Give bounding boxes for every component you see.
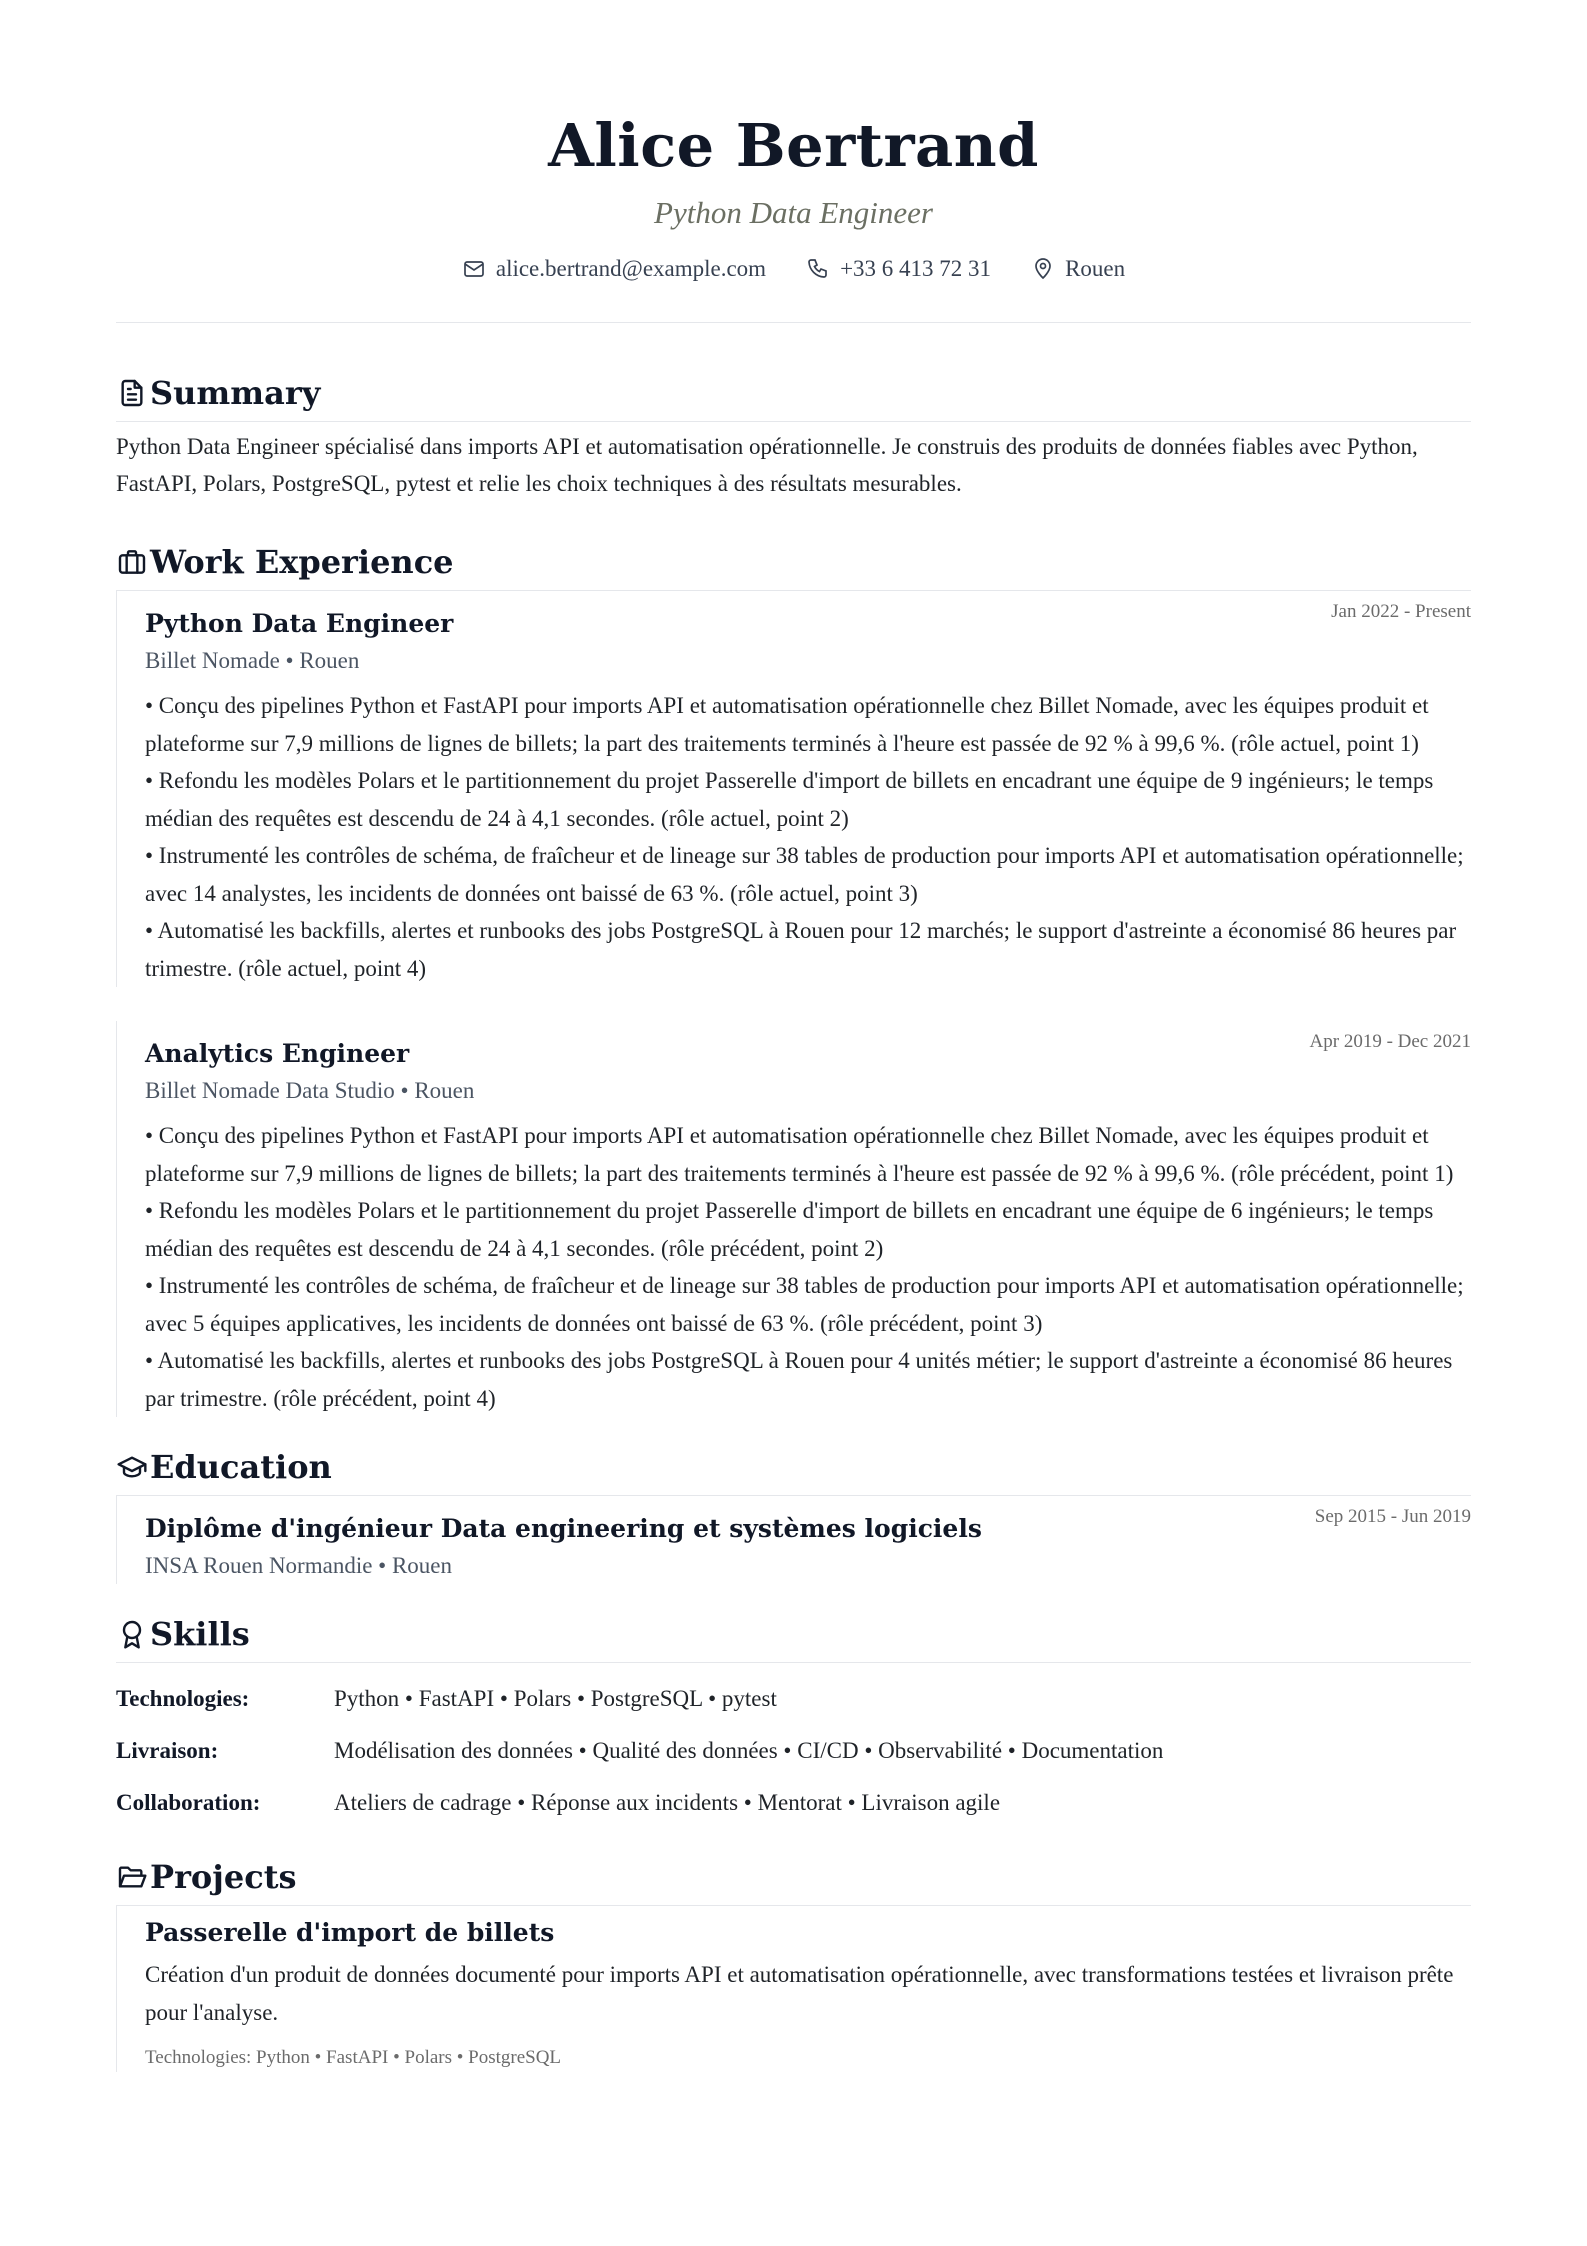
project-entry xyxy=(116,1906,1471,2072)
job-bullet: • Refondu les modèles Polars et le partitionnement du projet Passerelle d'import de billets en encadrant une équipe de 6 ingénieurs; le temps médian des requêtes est descendu de 24 à 4,1 secondes. (rôle précédent, point 2) xyxy=(145,1198,1434,1261)
degree-title: Diplôme d'ingénieur Data engineering et systèmes logiciels xyxy=(145,1514,982,1543)
school-name: INSA Rouen Normandie • Rouen xyxy=(145,1553,453,1578)
job-bullet: • Conçu des pipelines Python et FastAPI pour imports API et automatisation opérationnelle chez Billet Nomade, avec les équipes produit et plateforme sur 7,9 millions de lignes de billets; la part des traitements terminés à l'heure est passée de 92 % à 99,6 %. (rôle actuel, point 1) xyxy=(145,693,1429,756)
skill-value: Modélisation des données • Qualité des données • CI/CD • Observabilité • Documentation xyxy=(334,1738,1164,1763)
job-dates: Apr 2019 - Dec 2021 xyxy=(1309,1031,1471,1052)
job-bullet: • Instrumenté les contrôles de schéma, de fraîcheur et de lineage sur 38 tables de production pour imports API et automatisation opérationnelle; avec 5 équipes applicatives, les incidents de données ont baissé de 63 %. (rôle précédent, point 3) xyxy=(145,1273,1464,1336)
section-title: Projects xyxy=(150,1858,297,1896)
summary-heading xyxy=(116,371,1471,422)
graduation-cap-icon xyxy=(116,1451,148,1483)
job-bullet: • Automatisé les backfills, alertes et runbooks des jobs PostgreSQL à Rouen pour 4 unités métier; le support d'astreinte a économisé 86 heures par trimestre. (rôle précédent, point 4) xyxy=(145,1348,1453,1411)
job-bullets xyxy=(145,1117,1471,1417)
skill-label: Livraison: xyxy=(116,1738,219,1763)
skill-row xyxy=(116,1673,1471,1725)
experience-heading xyxy=(116,540,1471,591)
job-title: Analytics Engineer xyxy=(145,1039,410,1068)
project-technologies: Technologies: Python • FastAPI • Polars • PostgreSQL xyxy=(145,2047,562,2068)
contact-email[interactable] xyxy=(462,254,766,284)
project-title: Passerelle d'import de billets xyxy=(145,1918,555,1947)
summary-text: Python Data Engineer spécialisé dans imports API et automatisation opérationnelle. Je construis des produits de données fiables avec Python, FastAPI, Polars, PostgreSQL, pytest et relie les choix techniques à des résultats mesurables. xyxy=(116,434,1418,496)
phone-text: +33 6 413 72 31 xyxy=(840,256,992,281)
education-heading xyxy=(116,1445,1471,1496)
folder-open-icon xyxy=(116,1861,148,1893)
briefcase-icon xyxy=(116,546,148,578)
candidate-title: Python Data Engineer xyxy=(654,195,933,230)
projects-heading xyxy=(116,1855,1471,1906)
job-company: Billet Nomade • Rouen xyxy=(145,648,360,673)
job-entry xyxy=(116,1021,1471,1417)
project-description: Création d'un produit de données documenté pour imports API et automatisation opérationnelle, avec transformations testées et livraison prête pour l'analyse. xyxy=(145,1962,1454,2025)
job-bullets xyxy=(145,687,1471,987)
mail-icon xyxy=(462,257,486,281)
job-title: Python Data Engineer xyxy=(145,609,454,638)
candidate-name: Alice Bertrand xyxy=(548,111,1039,180)
education-dates: Sep 2015 - Jun 2019 xyxy=(1314,1506,1471,1527)
resume-header xyxy=(116,0,1471,323)
skill-value: Python • FastAPI • Polars • PostgreSQL • pytest xyxy=(334,1686,777,1711)
job-company: Billet Nomade Data Studio • Rouen xyxy=(145,1078,475,1103)
summary-section xyxy=(116,371,1471,502)
job-bullet: • Conçu des pipelines Python et FastAPI pour imports API et automatisation opérationnelle chez Billet Nomade, avec les équipes produit et plateforme sur 7,9 millions de lignes de billets; la part des traitements terminés à l'heure est passée de 92 % à 99,6 %. (rôle précédent, point 1) xyxy=(145,1123,1454,1186)
experience-section xyxy=(116,540,1471,1417)
email-text: alice.bertrand@example.com xyxy=(495,256,767,281)
skill-row xyxy=(116,1725,1471,1777)
education-entry xyxy=(116,1496,1471,1584)
education-section xyxy=(116,1445,1471,1584)
location-text: Rouen xyxy=(1065,256,1126,281)
skill-row xyxy=(116,1777,1471,1829)
skill-label: Collaboration: xyxy=(116,1790,261,1815)
phone-icon xyxy=(806,257,830,281)
skills-section xyxy=(116,1612,1471,1829)
skill-label: Technologies: xyxy=(116,1686,250,1711)
skills-list xyxy=(116,1673,1471,1829)
job-dates: Jan 2022 - Present xyxy=(1331,601,1471,622)
section-title: Work Experience xyxy=(150,543,454,581)
award-icon xyxy=(116,1618,148,1650)
document-icon xyxy=(116,377,148,409)
section-title: Summary xyxy=(150,374,321,412)
header-divider xyxy=(116,322,1471,323)
job-bullet: • Automatisé les backfills, alertes et runbooks des jobs PostgreSQL à Rouen pour 12 marchés; le support d'astreinte a économisé 86 heures par trimestre. (rôle actuel, point 4) xyxy=(145,918,1457,981)
job-entry xyxy=(116,591,1471,987)
job-bullet: • Instrumenté les contrôles de schéma, de fraîcheur et de lineage sur 38 tables de production pour imports API et automatisation opérationnelle; avec 14 analystes, les incidents de données ont baissé de 63 %. (rôle actuel, point 3) xyxy=(145,843,1464,906)
contact-info xyxy=(116,254,1471,284)
section-title: Education xyxy=(150,1448,332,1486)
contact-location xyxy=(1031,254,1125,284)
skills-heading xyxy=(116,1612,1471,1663)
contact-phone[interactable] xyxy=(806,254,991,284)
skill-value: Ateliers de cadrage • Réponse aux incidents • Mentorat • Livraison agile xyxy=(334,1790,1001,1815)
projects-section xyxy=(116,1855,1471,2072)
section-title: Skills xyxy=(150,1615,250,1653)
location-pin-icon xyxy=(1031,257,1055,281)
job-bullet: • Refondu les modèles Polars et le partitionnement du projet Passerelle d'import de billets en encadrant une équipe de 9 ingénieurs; le temps médian des requêtes est descendu de 24 à 4,1 secondes. (rôle actuel, point 2) xyxy=(145,768,1434,831)
